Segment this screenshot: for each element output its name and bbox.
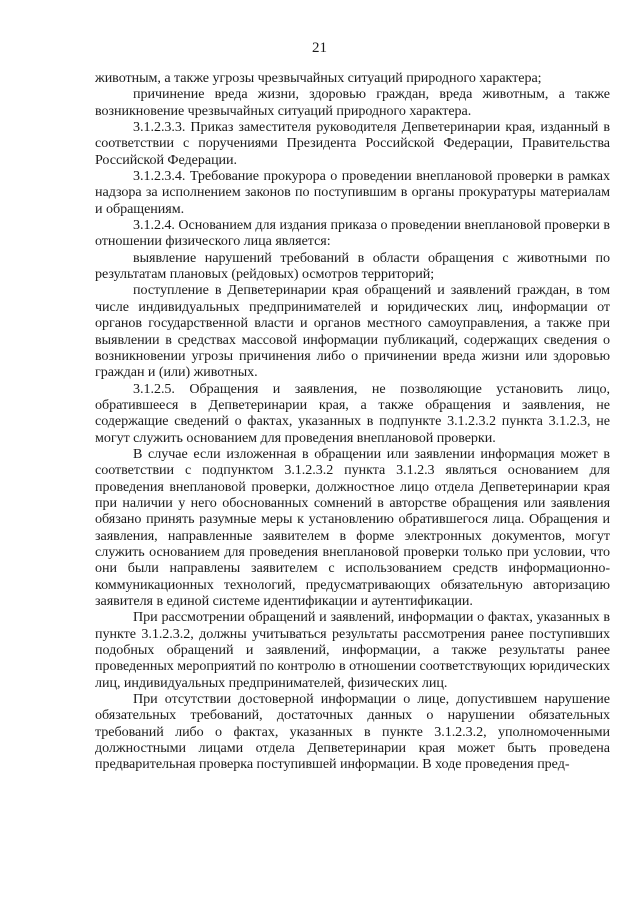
paragraph: При рассмотрении обращений и заявлений, информации о фактах, указанных в пункте 3.1.2.3.2, должны учитываться результаты рассмотрения ранее поступивших подобных обращений и заявлений, информации, а также результаты ранее проведенных мероприятий по контролю в отношении соответствующих юридических лиц, индивидуальных предпринимателей, физических лиц. [95, 609, 610, 691]
paragraph: животным, а также угрозы чрезвычайных ситуаций природного характера; [95, 70, 542, 86]
page-number: 21 [312, 40, 327, 56]
paragraph: 3.1.2.5. Обращения и заявления, не позволяющие установить лицо, обратившееся в Депветеринарии края, а также обращения и заявления, не содержащие сведений о фактах, указанных в подпункте 3.1.2.3.2 пункта 3.1.2.3, не могут служить основанием для проведения внеплановой проверки. [95, 380, 610, 446]
document-body [95, 70, 610, 773]
paragraph: причинение вреда жизни, здоровью граждан, вреда животным, а также возникновение чрезвычайных ситуаций природного характера. [95, 86, 610, 119]
paragraph: поступление в Депветеринарии края обращений и заявлений граждан, в том числе индивидуальных предпринимателей и юридических лиц, информации от органов государственной власти и органов местного самоуправления, а также при выявлении в средствах массовой информации публикаций, содержащих сведения о возникновении угрозы причинения либо о причинении вреда жизни или здоровью граждан и (или) животных. [95, 282, 610, 381]
paragraph: выявление нарушений требований в области обращения с животными по результатам плановых (рейдовых) осмотров территорий; [95, 249, 610, 283]
paragraph: 3.1.2.3.3. Приказ заместителя руководителя Депветеринарии края, изданный в соответствии с поручениями Президента Российской Федерации, Правительства Российской Федерации. [95, 119, 610, 168]
paragraph: 3.1.2.4. Основанием для издания приказа о проведении внеплановой проверки в отношении физического лица является: [95, 217, 610, 250]
paragraph: 3.1.2.3.4. Требование прокурора о проведении внеплановой проверки в рамках надзора за исполнением законов по поступившим в органы прокуратуры материалам и обращениям. [95, 168, 610, 217]
paragraph: При отсутствии достоверной информации о лице, допустившем нарушение обязательных требований, достаточных данных о нарушении обязательных требований либо о фактах, указанных в пункте 3.1.2.3.2, уполномоченными должностными лицами отдела Депветеринарии края может быть проведена предварительная проверка поступившей информации. В ходе проведения пред- [95, 691, 610, 773]
paragraph: В случае если изложенная в обращении или заявлении информация может в соответствии с подпунктом 3.1.2.3.2 пункта 3.1.2.3 являться основанием для проведения внеплановой проверки, должностное лицо отдела Депветеринарии края при наличии у него обоснованных сомнений в авторстве обращения или заявления обязано принять разумные меры к установлению обратившегося лица. Обращения и заявления, направленные заявителем в форме электронных документов, могут служить основанием для проведения внеплановой проверки только при условии, что они были направлены заявителем с использованием средств информационно-коммуникационных технологий, предусматривающих обязательную авторизацию заявителя в единой системе идентификации и аутентификации. [95, 445, 610, 609]
